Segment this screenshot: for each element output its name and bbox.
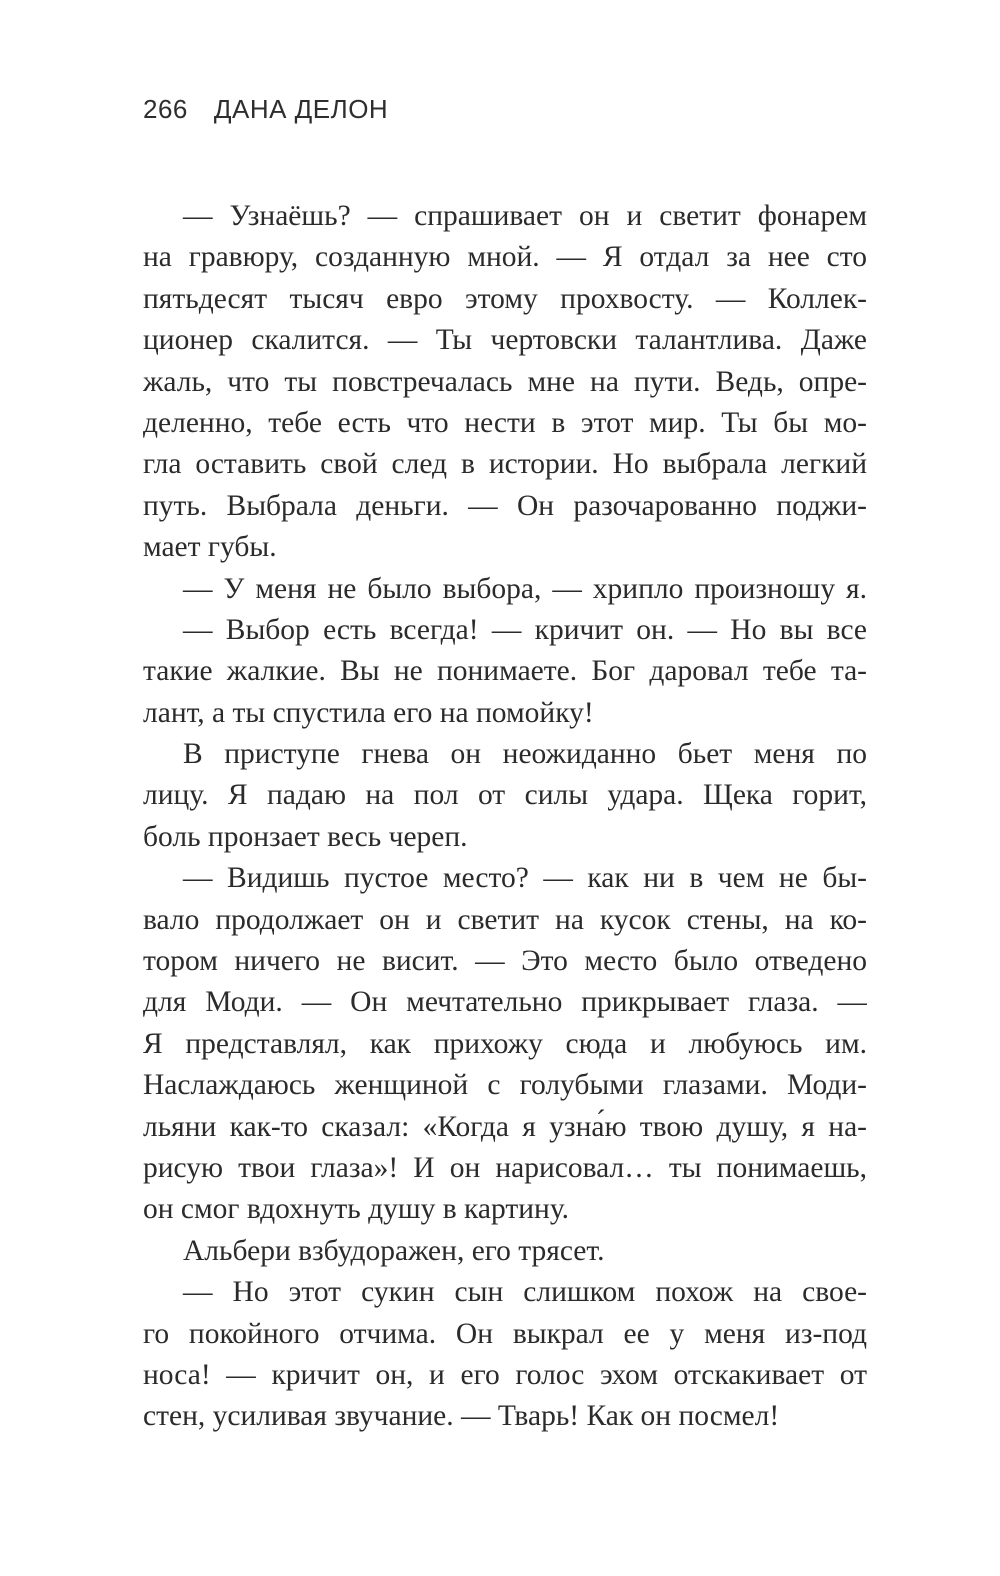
text-line: тором ничего не висит. — Это место было отведено xyxy=(143,945,867,978)
body-text xyxy=(143,196,867,1438)
text-line: — Узнаёшь? — спрашивает он и светит фонарем xyxy=(183,200,867,232)
text-line: такие жалкие. Вы не понимаете. Бог даровал тебе та- xyxy=(143,655,867,688)
text-line: рисую твои глаза»! И он нарисовал… ты понимаешь, xyxy=(143,1151,867,1184)
text-line: — Выбор есть всегда! — кричит он. — Но вы все xyxy=(183,613,867,646)
text-line: ционер скалится. — Ты чертовски талантлива. Даже xyxy=(143,324,867,357)
text-line: — Видишь пустое место? — как ни в чем не бы- xyxy=(183,862,867,895)
text-line: лант, а ты спустила его на помойку! xyxy=(143,696,594,729)
text-line: стен, усиливая звучание. — Тварь! Как он посмел! xyxy=(143,1400,780,1433)
text-line: гла оставить свой след в истории. Но выбрала легкий xyxy=(143,448,867,481)
text-line: боль пронзает весь череп. xyxy=(143,820,468,853)
text-line: деленно, тебе есть что нести в этот мир. Ты бы мо- xyxy=(143,406,867,439)
text-line: для Моди. — Он мечтательно прикрывает глаза. — xyxy=(143,986,867,1019)
text-line: льяни как-то сказал: «Когда я узна́ю твою душу, я на- xyxy=(143,1110,867,1143)
author-name: ДАНА ДЕЛОН xyxy=(213,94,389,124)
text-line: жаль, что ты повстречалась мне на пути. Ведь, опре- xyxy=(143,365,867,398)
page-number: 266 xyxy=(143,94,188,124)
text-line: Альбери взбудоражен, его трясет. xyxy=(183,1234,605,1267)
text-line: путь. Выбрала деньги. — Он разочарованно поджи- xyxy=(143,489,867,522)
text-line: мает губы. xyxy=(143,531,277,564)
text-line: вало продолжает он и светит на кусок стены, на ко- xyxy=(143,903,867,936)
text-line: — Но этот сукин сын слишком похож на свое- xyxy=(183,1276,867,1309)
text-line: го покойного отчима. Он выкрал ее у меня из-под xyxy=(143,1317,867,1350)
text-line: Я представлял, как прихожу сюда и любуюсь им. xyxy=(143,1027,867,1060)
text-line: — У меня не было выбора, — хрипло произношу я. xyxy=(183,572,867,605)
running-head xyxy=(143,94,388,125)
text-line: носа! — кричит он, и его голос эхом отскакивает от xyxy=(143,1358,867,1391)
text-line: на гравюру, созданную мной. — Я отдал за нее сто xyxy=(143,241,867,274)
text-line: пятьдесят тысяч евро этому прохвосту. — Коллек- xyxy=(143,282,867,315)
text-line: Наслаждаюсь женщиной с голубыми глазами. Моди- xyxy=(143,1069,867,1102)
text-line: лицу. Я падаю на пол от силы удара. Щека горит, xyxy=(143,779,867,812)
text-line: В приступе гнева он неожиданно бьет меня по xyxy=(183,738,867,771)
text-line: он смог вдохнуть душу в картину. xyxy=(143,1193,570,1226)
